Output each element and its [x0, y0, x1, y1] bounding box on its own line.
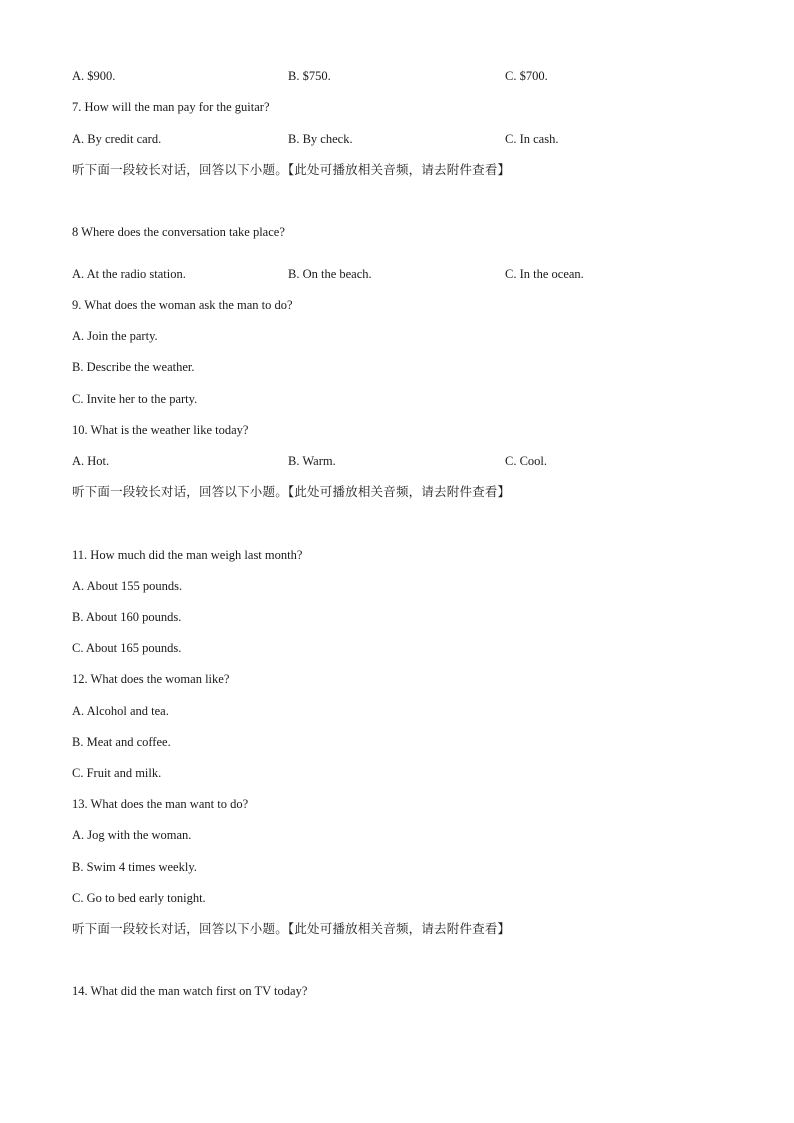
q11-option-a: A. About 155 pounds. — [72, 579, 183, 593]
q11-option-c: C. About 165 pounds. — [72, 641, 182, 655]
q10-option-b: B. Warm. — [288, 454, 336, 468]
q12-question: 12. What does the woman like? — [72, 672, 230, 686]
q8-option-a: A. At the radio station. — [72, 267, 186, 281]
q14-question: 14. What did the man watch first on TV today? — [72, 984, 308, 998]
q8-option-b: B. On the beach. — [288, 267, 372, 281]
q13-option-c: C. Go to bed early tonight. — [72, 891, 206, 905]
instruction-2: 听下面一段较长对话，回答以下小题。【此处可播放相关音频，请去附件查看】 — [72, 484, 511, 499]
q8-option-c: C. In the ocean. — [505, 267, 584, 281]
q13-option-b: B. Swim 4 times weekly. — [72, 860, 197, 874]
q9-option-a: A. Join the party. — [72, 329, 158, 343]
q9-option-b: B. Describe the weather. — [72, 360, 195, 374]
q7-question: 7. How will the man pay for the guitar? — [72, 100, 270, 114]
q12-option-b: B. Meat and coffee. — [72, 735, 171, 749]
q6-option-b: B. $750. — [288, 69, 331, 83]
q6-option-c: C. $700. — [505, 69, 548, 83]
q7-option-b: B. By check. — [288, 132, 353, 146]
q12-option-a: A. Alcohol and tea. — [72, 704, 169, 718]
q6-option-a: A. $900. — [72, 69, 116, 83]
q7-option-c: C. In cash. — [505, 132, 559, 146]
q13-question: 13. What does the man want to do? — [72, 797, 249, 811]
q13-option-a: A. Jog with the woman. — [72, 828, 192, 842]
q12-option-c: C. Fruit and milk. — [72, 766, 162, 780]
q9-option-c: C. Invite her to the party. — [72, 392, 198, 406]
q11-option-b: B. About 160 pounds. — [72, 610, 182, 624]
instruction-3: 听下面一段较长对话，回答以下小题。【此处可播放相关音频，请去附件查看】 — [72, 921, 511, 936]
q10-question: 10. What is the weather like today? — [72, 423, 249, 437]
q10-option-c: C. Cool. — [505, 454, 548, 468]
q9-question: 9. What does the woman ask the man to do? — [72, 298, 293, 312]
q8-question: 8 Where does the conversation take place? — [72, 225, 285, 239]
q11-question: 11. How much did the man weigh last month? — [72, 548, 303, 562]
q10-option-a: A. Hot. — [72, 454, 110, 468]
instruction-1: 听下面一段较长对话，回答以下小题。【此处可播放相关音频，请去附件查看】 — [72, 162, 511, 177]
q7-option-a: A. By credit card. — [72, 132, 162, 146]
